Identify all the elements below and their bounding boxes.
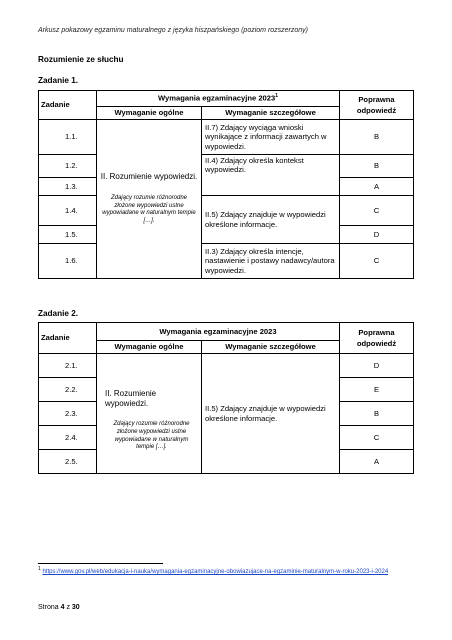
- col-header-specific: Wymaganie szczegółowe: [202, 107, 340, 120]
- answer: B: [340, 402, 414, 426]
- general-requirement: [97, 354, 202, 474]
- col-header-requirements: Wymagania egzaminacyjne 2023$^1$: [97, 91, 340, 107]
- footnote-link[interactable]: https://www.gov.pl/web/edukacja-i-nauka/wymagania-egzaminacyjne-obowiazujace-na-egzaminie-maturalnym-w-roku-2023-i-2024: [42, 569, 389, 575]
- table-row: [39, 120, 414, 155]
- task-1-table: [38, 90, 414, 279]
- answer: E: [340, 378, 414, 402]
- footnote-number: 1: [38, 566, 41, 572]
- document-header: Arkusz pokazowy egzaminu maturalnego z języka hiszpańskiego (poziom rozszerzony): [38, 27, 309, 34]
- answer: D: [340, 354, 414, 378]
- col-header-task: Zadanie: [39, 323, 97, 354]
- table-row: [39, 196, 414, 226]
- task-number: 1.1.: [39, 120, 97, 155]
- task-number: 1.4.: [39, 196, 97, 226]
- task-number: 2.2.: [39, 378, 97, 402]
- col-header-general: Wymaganie ogólne: [97, 341, 202, 354]
- specific-requirement: II.7) Zdający wyciąga wnioski wynikające z informacji zawartych w wypowiedzi.: [202, 120, 340, 155]
- specific-requirement: II.5) Zdający znajduje w wypowiedzi określone informacje.: [202, 196, 340, 244]
- col-header-answer: Poprawna odpowiedź: [340, 323, 414, 354]
- task-number: 2.5.: [39, 450, 97, 474]
- table-row: [39, 354, 414, 378]
- task-number: 2.4.: [39, 426, 97, 450]
- footnote: [38, 566, 418, 576]
- col-header-requirements: Wymagania egzaminacyjne 2023: [97, 323, 340, 341]
- general-requirement: [97, 120, 202, 279]
- answer: D: [340, 226, 414, 244]
- answer: C: [340, 244, 414, 279]
- specific-requirement: II.5) Zdający znajduje w wypowiedzi określone informacje.: [202, 354, 340, 474]
- answer: C: [340, 196, 414, 226]
- task-2-title: Zadanie 2.: [38, 309, 79, 318]
- section-title: Rozumienie ze słuchu: [38, 55, 124, 64]
- task-number: 1.5.: [39, 226, 97, 244]
- table-row: [39, 155, 414, 178]
- task-1-title: Zadanie 1.: [38, 76, 79, 85]
- answer: A: [340, 178, 414, 196]
- answer: A: [340, 450, 414, 474]
- general-requirement-main: II. Rozumienie wypowiedzi.: [100, 172, 198, 181]
- answer: B: [340, 155, 414, 178]
- answer: C: [340, 426, 414, 450]
- specific-requirement: II.3) Zdający określa intencje, nastawienie i postawy nadawcy/autora wypowiedzi.: [202, 244, 340, 279]
- general-requirement-main: II. Rozumienie wypowiedzi.: [105, 388, 157, 408]
- task-number: 1.2.: [39, 155, 97, 178]
- task-number: 2.3.: [39, 402, 97, 426]
- col-header-specific: Wymaganie szczegółowe: [202, 341, 340, 354]
- footnote-marker: 1: [275, 93, 278, 100]
- task-number: 2.1.: [39, 354, 97, 378]
- col-header-answer: Poprawna odpowiedź: [340, 91, 414, 120]
- answer: B: [340, 120, 414, 155]
- task-number: 1.6.: [39, 244, 97, 279]
- task-number: 1.3.: [39, 178, 97, 196]
- col-header-general: Wymaganie ogólne: [97, 107, 202, 120]
- general-requirement-description: Zdający rozumie różnorodne złożone wypowiedzi ustne wypowiadane w naturalnym tempie […].: [102, 194, 196, 225]
- page-number: Strona 4 z 30: [38, 604, 80, 611]
- task-2-table: [38, 322, 414, 474]
- footnote-divider: [38, 563, 163, 564]
- specific-requirement: II.4) Zdający określa kontekst wypowiedzi.: [202, 155, 340, 196]
- col-header-task: Zadanie: [39, 91, 97, 120]
- table-row: [39, 244, 414, 279]
- general-requirement-description: Zdający rozumie różnorodne złożone wypowiedzi ustne wypowiadane w naturalnym tempie […].: [113, 420, 190, 451]
